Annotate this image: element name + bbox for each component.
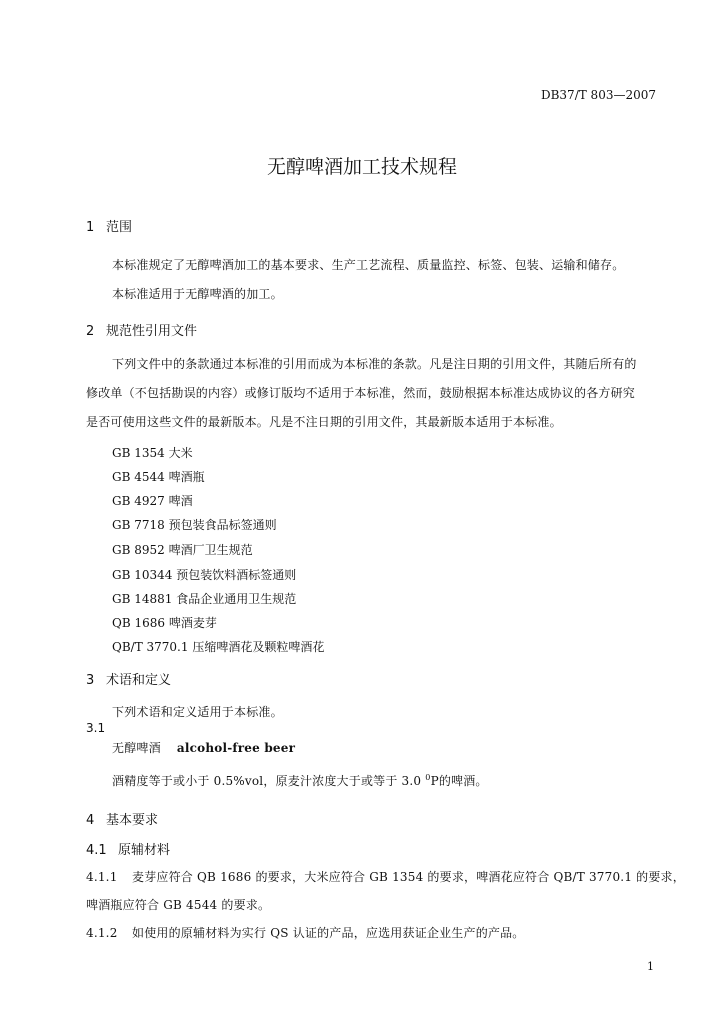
term-3-1-name	[112, 739, 295, 756]
section-1-paragraph-1: 本标准规定了无醇啤酒加工的基本要求、生产工艺流程、质量监控、标签、包装、运输和储存。	[112, 258, 625, 272]
term-3-1-definition-sup: 0	[425, 773, 431, 782]
section-3-heading	[86, 669, 171, 688]
term-3-1-english: alcohol-free beer	[176, 741, 296, 755]
section-1-paragraph-2: 本标准适用于无醇啤酒的加工。	[112, 287, 283, 301]
section-4-title: 基本要求	[106, 813, 159, 828]
clause-4-1-1-number: 4.1.1	[86, 870, 118, 884]
term-3-1-definition	[112, 772, 488, 789]
section-1-number: 1	[86, 220, 95, 235]
reference-item: QB/T 3770.1 压缩啤酒花及颗粒啤酒花	[112, 640, 325, 654]
reference-item: GB 1354 大米	[112, 446, 193, 460]
section-3-number: 3	[86, 673, 95, 688]
clause-4-1-2-number: 4.1.2	[86, 926, 118, 940]
term-3-1-number: 3.1	[86, 721, 106, 735]
reference-item: GB 14881 食品企业通用卫生规范	[112, 592, 297, 606]
term-3-1-definition-a: 酒精度等于或小于 0.5%vol，原麦汁浓度大于或等于 3.0	[112, 774, 426, 788]
page-number: 1	[647, 960, 654, 973]
reference-item: GB 7718 预包装食品标签通则	[112, 518, 277, 532]
term-3-1-definition-b: P的啤酒。	[430, 774, 488, 788]
section-2-line-3: 是否可使用这些文件的最新版本。凡是不注日期的引用文件，其最新版本适用于本标准。	[86, 415, 562, 429]
section-4-heading	[86, 809, 158, 828]
section-1-heading	[86, 216, 132, 235]
reference-item: GB 8952 啤酒厂卫生规范	[112, 543, 253, 557]
clause-4-1-2	[86, 924, 525, 941]
section-2-line-2: 修改单（不包括勘误的内容）或修订版均不适用于本标准，然而，鼓励根据本标准达成协议的各方研究	[86, 386, 636, 400]
section-1-title: 范围	[106, 220, 133, 235]
reference-item: GB 10344 预包装饮料酒标签通则	[112, 568, 297, 582]
clause-4-1-1-line-2: 啤酒瓶应符合 GB 4544 的要求。	[86, 898, 271, 912]
clause-4-1-2-text: 如使用的原辅材料为实行 QS 认证的产品，应选用获证企业生产的产品。	[132, 926, 525, 940]
section-3-intro: 下列术语和定义适用于本标准。	[112, 705, 283, 719]
section-2-title: 规范性引用文件	[106, 324, 198, 339]
term-3-1-chinese: 无醇啤酒	[112, 741, 161, 755]
section-2-number: 2	[86, 324, 95, 339]
document-title: 无醇啤酒加工技术规程	[266, 156, 457, 178]
section-4-number: 4	[86, 813, 95, 828]
reference-item: GB 4927 啤酒	[112, 494, 193, 508]
section-4-1-heading	[86, 839, 170, 858]
standard-code: DB37/T 803—2007	[540, 88, 656, 102]
reference-item: GB 4544 啤酒瓶	[112, 470, 205, 484]
clause-4-1-1-text: 麦芽应符合 QB 1686 的要求，大米应符合 GB 1354 的要求，啤酒花应符合 QB/T 3770.1 的要求，	[132, 870, 685, 884]
section-2-heading	[86, 320, 197, 339]
section-2-line-1: 下列文件中的条款通过本标准的引用而成为本标准的条款。凡是注日期的引用文件，其随后所有的	[112, 357, 637, 371]
reference-item: QB 1686 啤酒麦芽	[112, 616, 217, 630]
section-4-1-title: 原辅材料	[118, 843, 171, 858]
section-4-1-number: 4.1	[86, 843, 107, 858]
section-3-title: 术语和定义	[106, 673, 172, 688]
clause-4-1-1-line-1	[86, 868, 685, 885]
